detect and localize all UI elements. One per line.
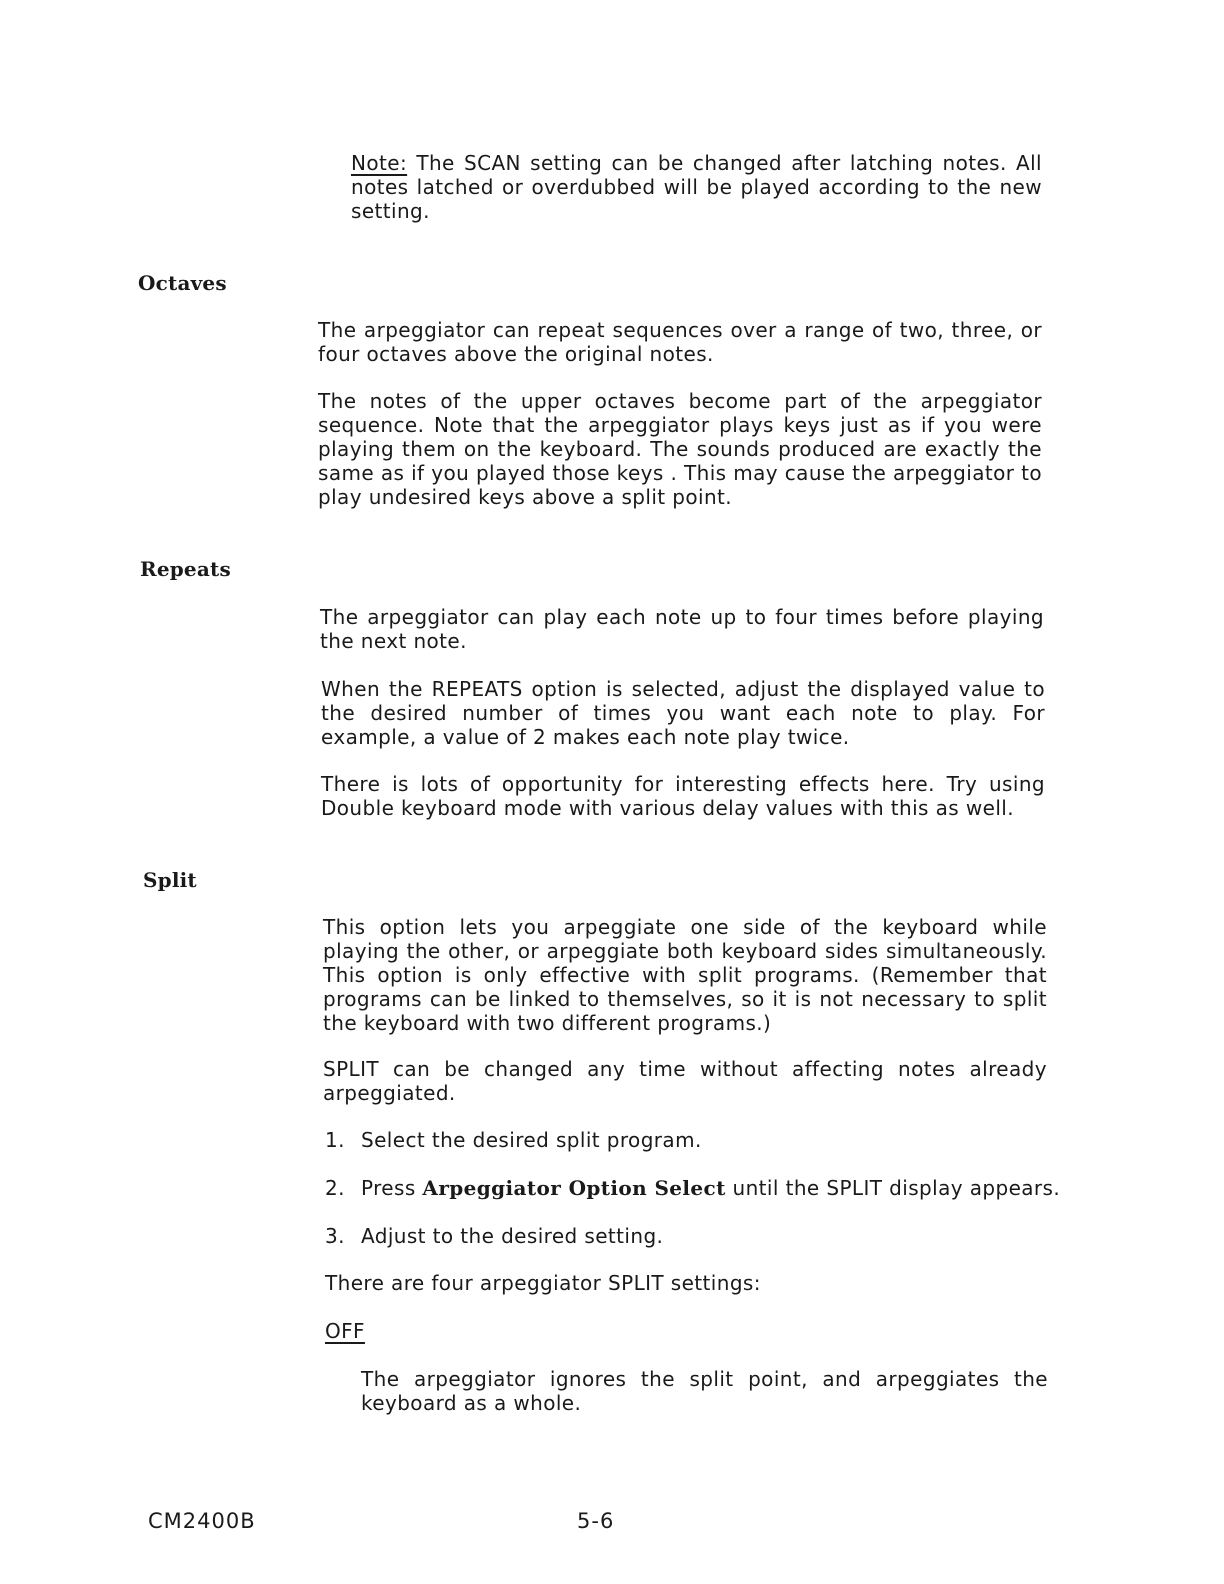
step-number: 2. xyxy=(325,1176,345,1200)
step-text-pre: Press xyxy=(361,1176,416,1200)
arpeggiator-option-select-key: Arpeggiator Option Select xyxy=(422,1176,726,1200)
split-paragraph-1: This option lets you arpeggiate one side of the keyboard while playing the other, or arpeggiate both keyboard sides simultaneously. This option is only effective with split programs. (Remember that programs can be linked to themselves, so it is not necessary to split the keyboard with two different programs.) xyxy=(323,915,1047,1035)
split-step-1 xyxy=(325,1128,702,1152)
footer-doc-id: CM2400B xyxy=(148,1509,256,1533)
split-paragraph-2: SPLIT can be changed any time without affecting notes already arpeggiated. xyxy=(323,1057,1047,1105)
split-step-2 xyxy=(325,1176,1060,1200)
off-label-text: OFF xyxy=(325,1319,365,1343)
split-heading: Split xyxy=(143,868,197,892)
octaves-heading: Octaves xyxy=(138,271,227,295)
note-text: The SCAN setting can be changed after latching notes. All notes latched or overdubbed will be played according to the new setting. xyxy=(351,151,1042,223)
split-step-3 xyxy=(325,1224,663,1248)
split-settings-intro: There are four arpeggiator SPLIT settings: xyxy=(325,1271,761,1295)
split-off-label xyxy=(325,1319,525,1343)
repeats-paragraph-2: When the REPEATS option is selected, adjust the displayed value to the desired number of times you want each note to play. For example, a value of 2 makes each note play twice. xyxy=(321,677,1045,749)
step-text-post: until the SPLIT display appears. xyxy=(732,1176,1061,1200)
repeats-heading: Repeats xyxy=(140,557,231,581)
footer-page-number: 5-6 xyxy=(577,1509,615,1533)
step-number: 1. xyxy=(325,1128,345,1152)
step-text: Select the desired split program. xyxy=(361,1128,702,1152)
step-text: Adjust to the desired setting. xyxy=(361,1224,664,1248)
octaves-paragraph-1: The arpeggiator can repeat sequences over a range of two, three, or four octaves above the original notes. xyxy=(318,318,1042,366)
octaves-paragraph-2: The notes of the upper octaves become part of the arpeggiator sequence. Note that the arpeggiator plays keys just as if you were playing them on the keyboard. The sounds produced are exactly the same as if you played those keys . This may cause the arpeggiator to play undesired keys above a split point. xyxy=(318,389,1042,509)
repeats-paragraph-1: The arpeggiator can play each note up to four times before playing the next note. xyxy=(320,605,1044,653)
step-number: 3. xyxy=(325,1224,345,1248)
note-label: Note: xyxy=(351,151,408,175)
repeats-paragraph-3: There is lots of opportunity for interesting effects here. Try using Double keyboard mode with various delay values with this as well. xyxy=(321,772,1045,820)
scan-note xyxy=(351,151,1042,223)
split-off-description: The arpeggiator ignores the split point, and arpeggiates the keyboard as a whole. xyxy=(361,1367,1048,1415)
